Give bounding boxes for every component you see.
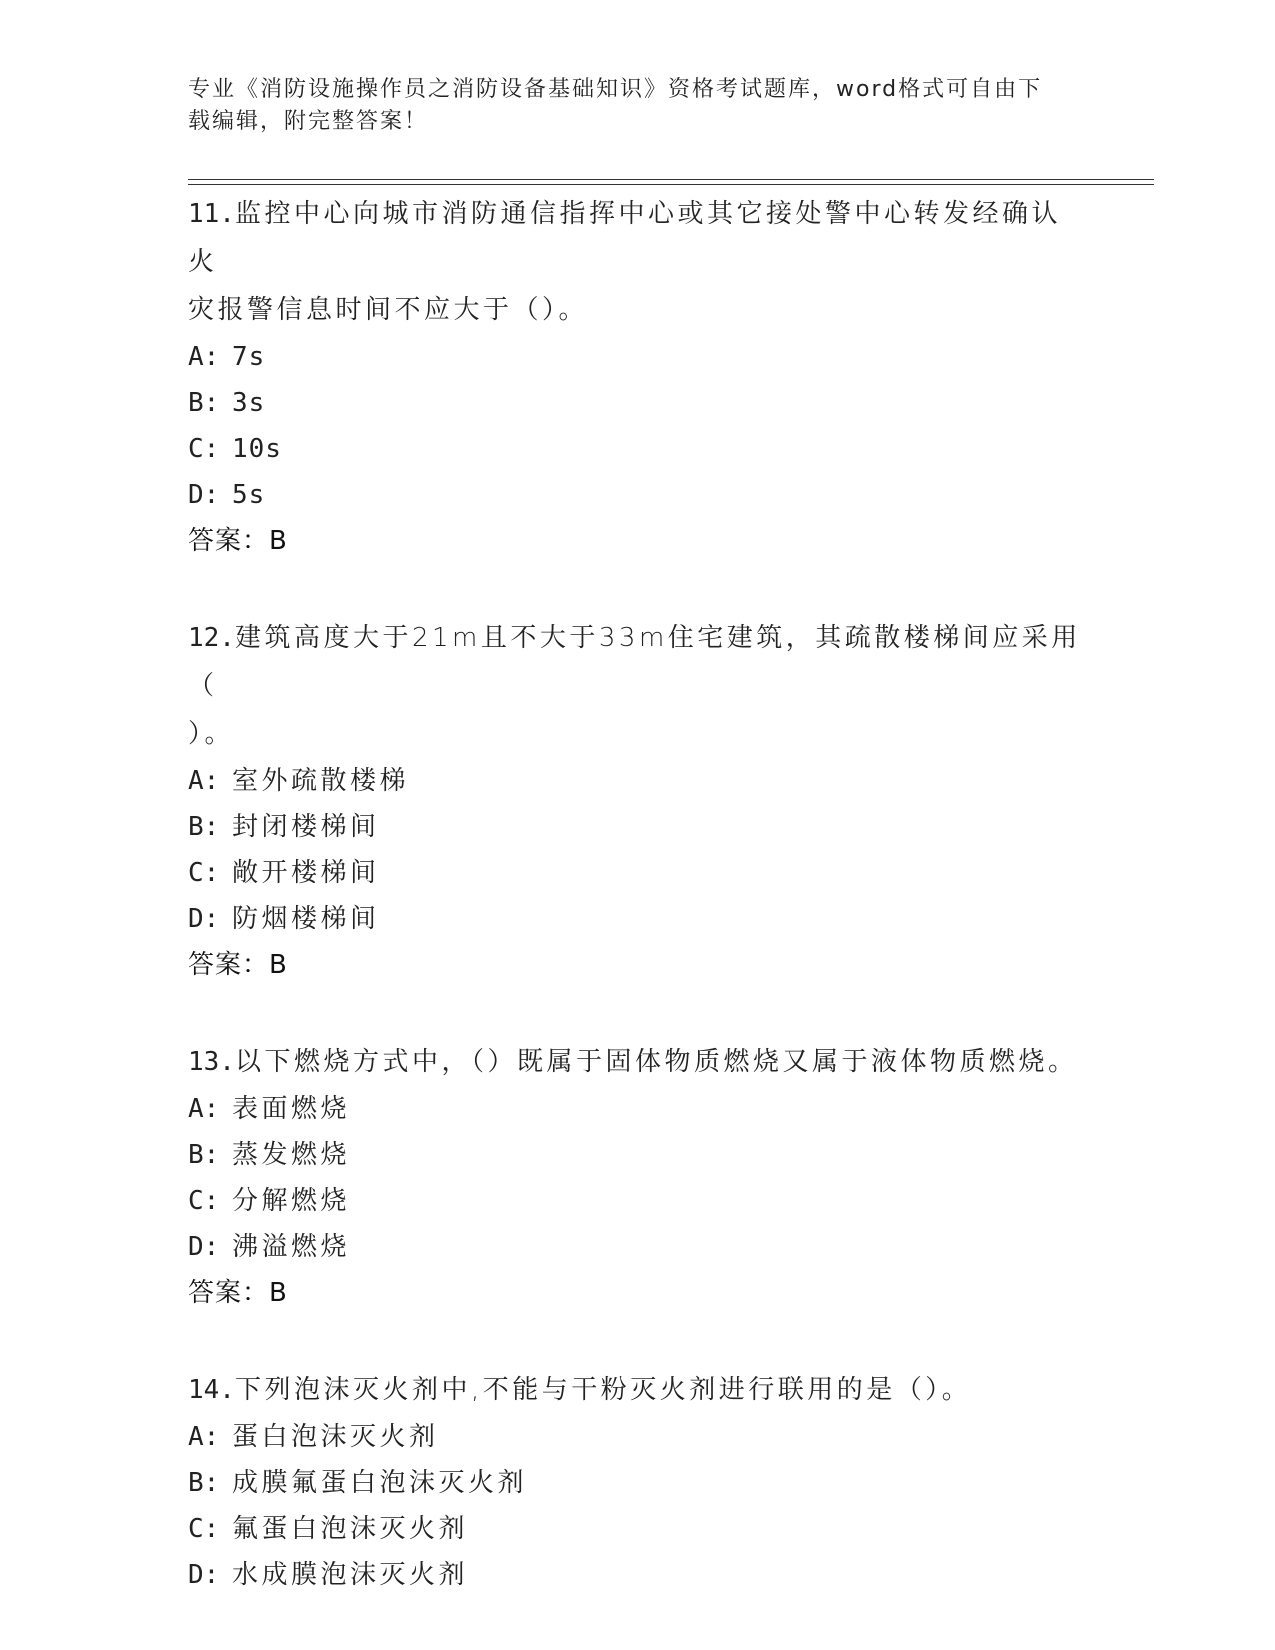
question-number: 14. <box>188 1375 235 1405</box>
option-text: 分解燃烧 <box>232 1186 351 1216</box>
option-text: 5s <box>232 480 266 510</box>
question-12 <box>188 614 1088 988</box>
option-b <box>188 804 1088 850</box>
option-c <box>188 850 1088 896</box>
option-d <box>188 1224 1088 1270</box>
option-d <box>188 896 1088 942</box>
option-key: B: <box>188 812 220 842</box>
option-key: B: <box>188 388 220 418</box>
header-line-1: 专业《消防设施操作员之消防设备基础知识》资格考试题库，word格式可自由下 <box>188 77 1043 102</box>
option-key: A: <box>188 1422 220 1452</box>
option-key: D: <box>188 480 220 510</box>
option-key: A: <box>188 342 220 372</box>
document-header <box>188 74 1068 138</box>
option-text: 沸溢燃烧 <box>232 1232 351 1262</box>
option-key: C: <box>188 858 220 888</box>
option-a <box>188 334 1088 380</box>
option-text: 蒸发燃烧 <box>232 1140 351 1170</box>
option-text: 蛋白泡沫灭火剂 <box>232 1422 439 1452</box>
question-stem <box>188 1038 1088 1086</box>
question-number: 12. <box>188 623 235 653</box>
question-stem-line-1: 以下燃烧方式中，（）既属于固体物质燃烧又属于液体物质燃烧。 <box>234 1047 1078 1077</box>
option-a <box>188 1414 1088 1460</box>
question-13 <box>188 1038 1088 1316</box>
option-c <box>188 1178 1088 1224</box>
question-stem-line-1: 建筑高度大于21m且不大于33m住宅建筑，其疏散楼梯间应采用（ <box>188 623 1081 701</box>
option-key: C: <box>188 1186 220 1216</box>
option-text: 防烟楼梯间 <box>232 904 380 934</box>
option-text: 水成膜泡沫灭火剂 <box>232 1560 469 1590</box>
question-stem-line-1: 下列泡沫灭火剂中,不能与干粉灭火剂进行联用的是（）。 <box>234 1375 972 1405</box>
option-text: 3s <box>232 388 266 418</box>
option-key: C: <box>188 1514 220 1544</box>
option-a <box>188 758 1088 804</box>
question-stem <box>188 1366 1088 1414</box>
option-d <box>188 472 1088 518</box>
option-key: B: <box>188 1468 220 1498</box>
option-key: A: <box>188 1094 220 1124</box>
option-text: 封闭楼梯间 <box>232 812 380 842</box>
option-b <box>188 1460 1088 1506</box>
question-11 <box>188 190 1088 564</box>
answer-label: 答案：B <box>188 526 288 556</box>
question-stem-line-2: ）。 <box>188 719 235 749</box>
option-key: D: <box>188 1232 220 1262</box>
option-a <box>188 1086 1088 1132</box>
header-line-2: 载编辑，附完整答案！ <box>188 109 429 134</box>
option-b <box>188 380 1088 426</box>
question-stem <box>188 614 1088 710</box>
option-key: D: <box>188 904 220 934</box>
question-stem-line-1: 监控中心向城市消防通信指挥中心或其它接处警中心转发经确认火 <box>188 199 1061 277</box>
answer-label: 答案：B <box>188 950 288 980</box>
question-number: 11. <box>188 199 235 229</box>
question-list <box>188 190 1088 1598</box>
option-c <box>188 426 1088 472</box>
option-c <box>188 1506 1088 1552</box>
option-b <box>188 1132 1088 1178</box>
option-text: 10s <box>232 434 282 464</box>
header-divider-top <box>188 179 1154 180</box>
answer-label: 答案：B <box>188 1278 288 1308</box>
option-text: 表面燃烧 <box>232 1094 351 1124</box>
option-text: 7s <box>232 342 266 372</box>
option-key: B: <box>188 1140 220 1170</box>
question-stem <box>188 190 1088 286</box>
option-text: 氟蛋白泡沫灭火剂 <box>232 1514 469 1544</box>
option-text: 成膜氟蛋白泡沫灭火剂 <box>232 1468 528 1498</box>
header-divider-bottom <box>188 184 1154 185</box>
option-text: 室外疏散楼梯 <box>232 766 410 796</box>
option-key: A: <box>188 766 220 796</box>
option-d <box>188 1552 1088 1598</box>
option-key: C: <box>188 434 220 464</box>
question-14 <box>188 1366 1088 1598</box>
option-key: D: <box>188 1560 220 1590</box>
option-text: 敞开楼梯间 <box>232 858 380 888</box>
question-stem-line-2: 灾报警信息时间不应大于（）。 <box>188 295 589 325</box>
question-number: 13. <box>188 1047 235 1077</box>
